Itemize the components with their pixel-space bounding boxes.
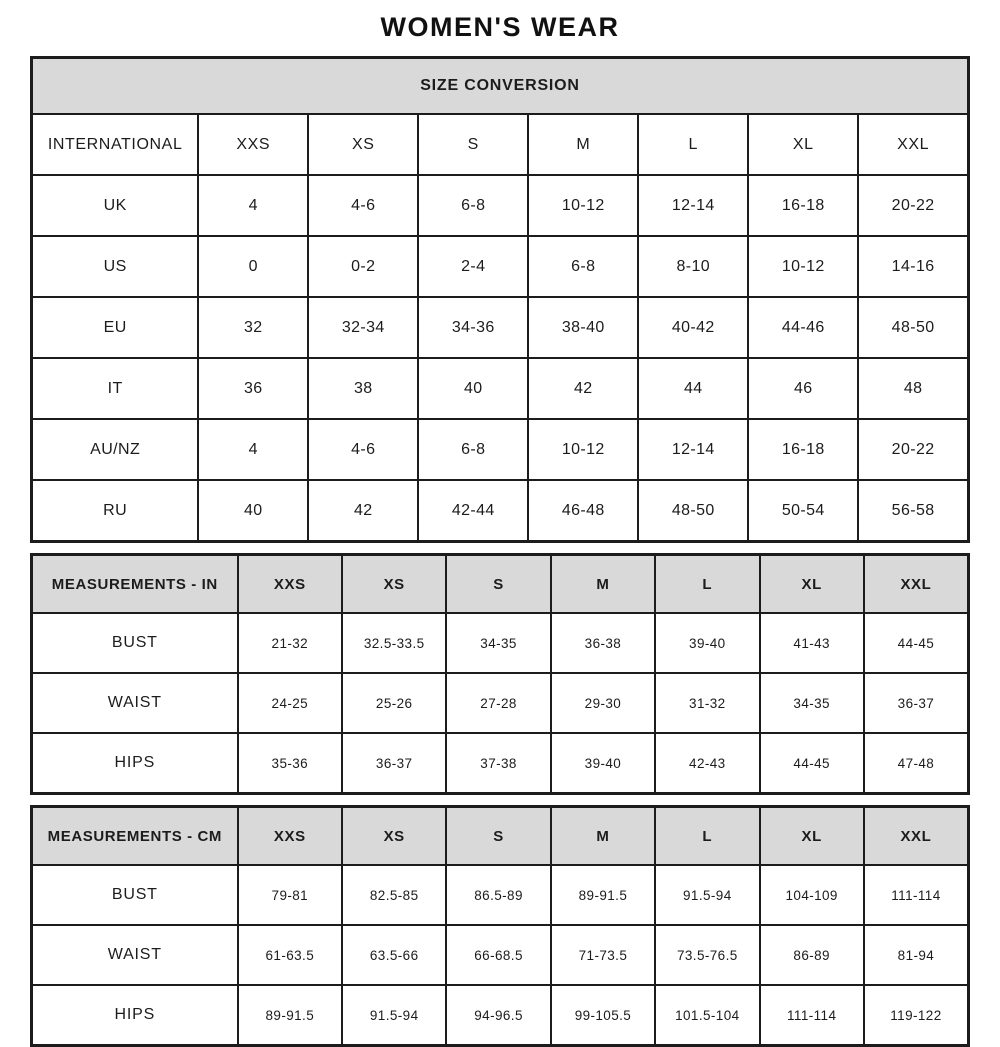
size-cell: 0-2 [308, 236, 418, 297]
column-header-xxl: XXL [858, 114, 968, 175]
measurement-cell: 25-26 [342, 673, 446, 733]
size-cell: 44 [638, 358, 748, 419]
size-cell: 48 [858, 358, 968, 419]
size-cell: 16-18 [748, 175, 858, 236]
measurement-cell: 104-109 [760, 865, 864, 925]
size-conversion-banner: SIZE CONVERSION [32, 58, 969, 115]
measurement-cell: 39-40 [655, 613, 759, 673]
row-label-uk: UK [32, 175, 199, 236]
size-cell: 6-8 [528, 236, 638, 297]
row-label-bust: BUST [32, 613, 238, 673]
size-cell: 6-8 [418, 175, 528, 236]
size-cell: 4-6 [308, 175, 418, 236]
page-title: WOMEN'S WEAR [380, 12, 620, 42]
row-label-waist: WAIST [32, 925, 238, 985]
measurement-cell: 34-35 [446, 613, 550, 673]
size-cell: 40-42 [638, 297, 748, 358]
column-header-m: M [528, 114, 638, 175]
size-cell: 48-50 [858, 297, 968, 358]
measurement-cell: 119-122 [864, 985, 969, 1046]
size-cell: 4 [198, 419, 308, 480]
table-row-hips-cm [32, 985, 969, 1046]
measurement-cell: 91.5-94 [342, 985, 446, 1046]
row-label-hips: HIPS [32, 985, 238, 1046]
table-row-it [32, 358, 969, 419]
column-header-l: L [638, 114, 748, 175]
table-row [32, 555, 969, 614]
size-cell: 6-8 [418, 419, 528, 480]
column-header-m: M [551, 555, 655, 614]
size-cell: 10-12 [748, 236, 858, 297]
column-header-xxl: XXL [864, 555, 969, 614]
measurement-cell: 36-38 [551, 613, 655, 673]
size-cell: 4-6 [308, 419, 418, 480]
row-label-bust: BUST [32, 865, 238, 925]
table-row-bust-in [32, 613, 969, 673]
table-row-bust-cm [32, 865, 969, 925]
measurement-cell: 79-81 [238, 865, 342, 925]
size-cell: 0 [198, 236, 308, 297]
table-row-eu [32, 297, 969, 358]
size-cell: 12-14 [638, 175, 748, 236]
measurement-cell: 44-45 [864, 613, 969, 673]
column-header-xxs: XXS [238, 555, 342, 614]
measurement-cell: 111-114 [864, 865, 969, 925]
measurements-cm-table [30, 805, 970, 1047]
row-label-ru: RU [32, 480, 199, 542]
column-header-measurements-in: MEASUREMENTS - IN [32, 555, 238, 614]
measurement-cell: 63.5-66 [342, 925, 446, 985]
measurements-in-table [30, 553, 970, 795]
table-row-us [32, 236, 969, 297]
measurement-cell: 42-43 [655, 733, 759, 794]
size-cell: 20-22 [858, 175, 968, 236]
measurement-cell: 81-94 [864, 925, 969, 985]
size-cell: 46 [748, 358, 858, 419]
column-header-xl: XL [748, 114, 858, 175]
column-header-xs: XS [308, 114, 418, 175]
measurement-cell: 37-38 [446, 733, 550, 794]
column-header-xxs: XXS [238, 807, 342, 866]
column-header-xxs: XXS [198, 114, 308, 175]
table-row-waist-in [32, 673, 969, 733]
table-row-aunz [32, 419, 969, 480]
measurement-cell: 36-37 [864, 673, 969, 733]
column-header-xs: XS [342, 555, 446, 614]
size-cell: 20-22 [858, 419, 968, 480]
column-header-international: INTERNATIONAL [32, 114, 199, 175]
measurement-cell: 47-48 [864, 733, 969, 794]
measurement-cell: 73.5-76.5 [655, 925, 759, 985]
column-header-l: L [655, 807, 759, 866]
measurement-cell: 71-73.5 [551, 925, 655, 985]
size-cell: 38 [308, 358, 418, 419]
column-header-xl: XL [760, 807, 864, 866]
size-conversion-table [30, 56, 970, 543]
size-cell: 36 [198, 358, 308, 419]
size-cell: 32 [198, 297, 308, 358]
size-cell: 10-12 [528, 175, 638, 236]
column-header-l: L [655, 555, 759, 614]
table-row [32, 114, 969, 175]
column-header-measurements-cm: MEASUREMENTS - CM [32, 807, 238, 866]
size-cell: 40 [418, 358, 528, 419]
measurement-cell: 44-45 [760, 733, 864, 794]
column-header-m: M [551, 807, 655, 866]
table-row-hips-in [32, 733, 969, 794]
measurement-cell: 101.5-104 [655, 985, 759, 1046]
row-label-hips: HIPS [32, 733, 238, 794]
size-cell: 42 [308, 480, 418, 542]
size-cell: 56-58 [858, 480, 968, 542]
size-cell: 32-34 [308, 297, 418, 358]
size-cell: 10-12 [528, 419, 638, 480]
size-cell: 34-36 [418, 297, 528, 358]
measurement-cell: 35-36 [238, 733, 342, 794]
column-header-xl: XL [760, 555, 864, 614]
measurement-cell: 66-68.5 [446, 925, 550, 985]
measurement-cell: 111-114 [760, 985, 864, 1046]
size-cell: 48-50 [638, 480, 748, 542]
measurement-cell: 94-96.5 [446, 985, 550, 1046]
size-cell: 4 [198, 175, 308, 236]
measurement-cell: 91.5-94 [655, 865, 759, 925]
size-cell: 2-4 [418, 236, 528, 297]
row-label-eu: EU [32, 297, 199, 358]
measurement-cell: 39-40 [551, 733, 655, 794]
size-cell: 42-44 [418, 480, 528, 542]
measurement-cell: 86-89 [760, 925, 864, 985]
table-row [32, 807, 969, 866]
measurement-cell: 61-63.5 [238, 925, 342, 985]
measurement-cell: 32.5-33.5 [342, 613, 446, 673]
row-label-waist: WAIST [32, 673, 238, 733]
measurement-cell: 31-32 [655, 673, 759, 733]
row-label-aunz: AU/NZ [32, 419, 199, 480]
column-header-s: S [418, 114, 528, 175]
size-cell: 12-14 [638, 419, 748, 480]
column-header-xs: XS [342, 807, 446, 866]
measurement-cell: 24-25 [238, 673, 342, 733]
row-label-us: US [32, 236, 199, 297]
size-cell: 38-40 [528, 297, 638, 358]
measurement-cell: 89-91.5 [551, 865, 655, 925]
table-row-uk [32, 175, 969, 236]
table-row-ru [32, 480, 969, 542]
measurement-cell: 29-30 [551, 673, 655, 733]
column-header-s: S [446, 807, 550, 866]
measurement-cell: 99-105.5 [551, 985, 655, 1046]
size-cell: 40 [198, 480, 308, 542]
measurement-cell: 82.5-85 [342, 865, 446, 925]
size-cell: 42 [528, 358, 638, 419]
size-cell: 46-48 [528, 480, 638, 542]
measurement-cell: 41-43 [760, 613, 864, 673]
size-cell: 50-54 [748, 480, 858, 542]
size-cell: 8-10 [638, 236, 748, 297]
measurement-cell: 89-91.5 [238, 985, 342, 1046]
column-header-s: S [446, 555, 550, 614]
table-row-waist-cm [32, 925, 969, 985]
size-cell: 44-46 [748, 297, 858, 358]
measurement-cell: 86.5-89 [446, 865, 550, 925]
measurement-cell: 21-32 [238, 613, 342, 673]
measurement-cell: 36-37 [342, 733, 446, 794]
column-header-xxl: XXL [864, 807, 969, 866]
row-label-it: IT [32, 358, 199, 419]
size-cell: 16-18 [748, 419, 858, 480]
measurement-cell: 34-35 [760, 673, 864, 733]
size-cell: 14-16 [858, 236, 968, 297]
measurement-cell: 27-28 [446, 673, 550, 733]
table-row [32, 58, 969, 115]
